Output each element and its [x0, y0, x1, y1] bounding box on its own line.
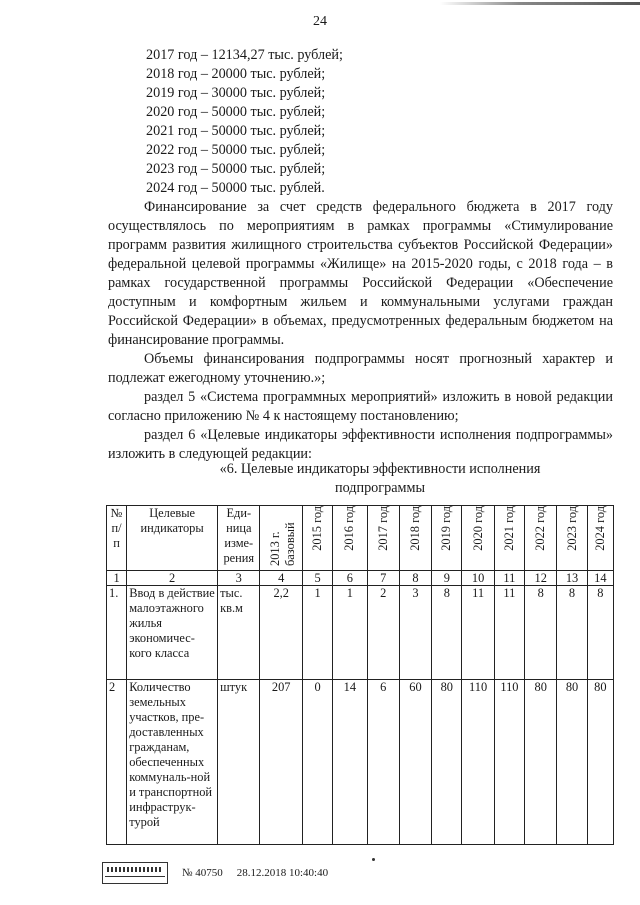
- header-year: [399, 506, 431, 571]
- paragraph-section5: раздел 5 «Система программных мероприятий» изложить в новой редакции согласно приложению № 4 к настоящему постановлению;: [108, 389, 613, 424]
- funding-line: 2023 год – 50000 тыс. рублей;: [146, 161, 326, 177]
- column-number: 2: [127, 571, 218, 586]
- funding-line: 2021 год – 50000 тыс. рублей;: [146, 123, 326, 139]
- header-year-label: 2024 год: [592, 506, 607, 551]
- header-year: [525, 506, 557, 571]
- doc-timestamp: 28.12.2018 10:40:40: [236, 867, 329, 879]
- page-number: 24: [313, 14, 327, 29]
- table-row: [107, 586, 614, 680]
- row-value: 3: [399, 586, 431, 680]
- column-number: 13: [557, 571, 587, 586]
- header-unit: Еди-ница изме-рения: [218, 506, 260, 571]
- column-number-row: [107, 571, 614, 586]
- body-text: [108, 198, 613, 464]
- scan-edge-mark: [440, 2, 640, 5]
- row-value: 110: [462, 680, 494, 845]
- header-year: [302, 506, 332, 571]
- row-value: 110: [494, 680, 524, 845]
- footer: [102, 862, 328, 884]
- funding-line: 2018 год – 20000 тыс. рублей;: [146, 66, 326, 82]
- table-title-line1: «6. Целевые индикаторы эффективности исполнения: [219, 461, 541, 477]
- column-number: 12: [525, 571, 557, 586]
- column-number: 9: [432, 571, 462, 586]
- funding-by-year-list: [146, 46, 343, 198]
- row-value: 14: [333, 680, 367, 845]
- row-unit: штук: [218, 680, 260, 845]
- paragraph-financing: Финансирование за счет средств федерального бюджета в 2017 году осуществлялось по мероприятиям в рамках программы «Стимулирование программ развития жилищного строительства субъектов Российской Федерации» федеральной целевой программы «Жилище» на 2015-2020 годы, с 2018 года – в рамках государственной программы Российской Федерации «Обеспечение доступным и комфортным жильем и коммунальными услугами граждан Российской Федерации» в объемах, предусмотренных федеральным бюджетом на финансирование программы.: [108, 199, 613, 348]
- header-year: [587, 506, 613, 571]
- header-year-label: 2013 г. базовый: [268, 522, 298, 566]
- header-num: № п/п: [107, 506, 127, 571]
- header-year: [494, 506, 524, 571]
- column-number: 8: [399, 571, 431, 586]
- column-number: 3: [218, 571, 260, 586]
- header-year-label: 2016 год: [342, 506, 357, 551]
- header-year-label: 2021 год: [501, 506, 516, 551]
- funding-line: 2020 год – 50000 тыс. рублей;: [146, 104, 326, 120]
- table-title-line2: подпрограммы: [335, 480, 425, 496]
- column-number: 14: [587, 571, 613, 586]
- table-header-row: [107, 506, 614, 571]
- funding-line: 2019 год – 30000 тыс. рублей;: [146, 85, 326, 101]
- header-year-label: 2019 год: [439, 506, 454, 551]
- header-year: [333, 506, 367, 571]
- row-value: 80: [525, 680, 557, 845]
- row-value: 80: [587, 680, 613, 845]
- doc-id: № 40750: [182, 867, 223, 879]
- row-value: 8: [587, 586, 613, 680]
- header-year-label: 2022 год: [533, 506, 548, 551]
- row-num: 1.: [107, 586, 127, 680]
- funding-line: 2024 год – 50000 тыс. рублей.: [146, 180, 325, 196]
- column-number: 5: [302, 571, 332, 586]
- paragraph-volumes: Объемы финансирования подпрограммы носят прогнозный характер и подлежат ежегодному уточнению.»;: [108, 351, 613, 386]
- paragraph-section6: раздел 6 «Целевые индикаторы эффективности исполнения подпрограммы» изложить в следующей редакции:: [108, 427, 613, 462]
- header-year-label: 2017 год: [375, 506, 390, 551]
- column-number: 7: [367, 571, 399, 586]
- indicators-table: [106, 505, 614, 845]
- row-value: 6: [367, 680, 399, 845]
- row-value: 8: [432, 586, 462, 680]
- header-indicator: Целевые индикаторы: [127, 506, 218, 571]
- row-value: 0: [302, 680, 332, 845]
- header-year: [462, 506, 494, 571]
- funding-line: 2017 год – 12134,27 тыс. рублей;: [146, 47, 343, 63]
- row-value: 60: [399, 680, 431, 845]
- funding-line: 2022 год – 50000 тыс. рублей;: [146, 142, 326, 158]
- row-value: 1: [302, 586, 332, 680]
- header-year: [367, 506, 399, 571]
- header-year: [557, 506, 587, 571]
- row-value: 8: [525, 586, 557, 680]
- row-value: 207: [260, 680, 302, 845]
- row-indicator: Ввод в действие малоэтажного жилья экономичес-кого класса: [127, 586, 218, 680]
- header-year: [260, 506, 302, 571]
- row-indicator: Количество земельных участков, пре-доставленных гражданам, обеспеченных коммуналь-ной и транспортной инфраструк-турой: [127, 680, 218, 845]
- column-number: 10: [462, 571, 494, 586]
- column-number: 1: [107, 571, 127, 586]
- header-year-label: 2023 год: [564, 506, 579, 551]
- column-number: 11: [494, 571, 524, 586]
- table-title: [200, 460, 560, 498]
- header-year-label: 2018 год: [407, 506, 422, 551]
- table-row: [107, 680, 614, 845]
- column-number: 6: [333, 571, 367, 586]
- row-unit: тыс. кв.м: [218, 586, 260, 680]
- column-number: 4: [260, 571, 302, 586]
- row-value: 2: [367, 586, 399, 680]
- registry-stamp-icon: [102, 862, 168, 884]
- row-value: 80: [432, 680, 462, 845]
- row-value: 11: [462, 586, 494, 680]
- row-num: 2: [107, 680, 127, 845]
- row-value: 11: [494, 586, 524, 680]
- row-value: 1: [333, 586, 367, 680]
- header-year-label: 2015 год: [310, 506, 325, 551]
- row-value: 2,2: [260, 586, 302, 680]
- scan-speck: [372, 858, 375, 861]
- row-value: 8: [557, 586, 587, 680]
- row-value: 80: [557, 680, 587, 845]
- header-year-label: 2020 год: [470, 506, 485, 551]
- header-year: [432, 506, 462, 571]
